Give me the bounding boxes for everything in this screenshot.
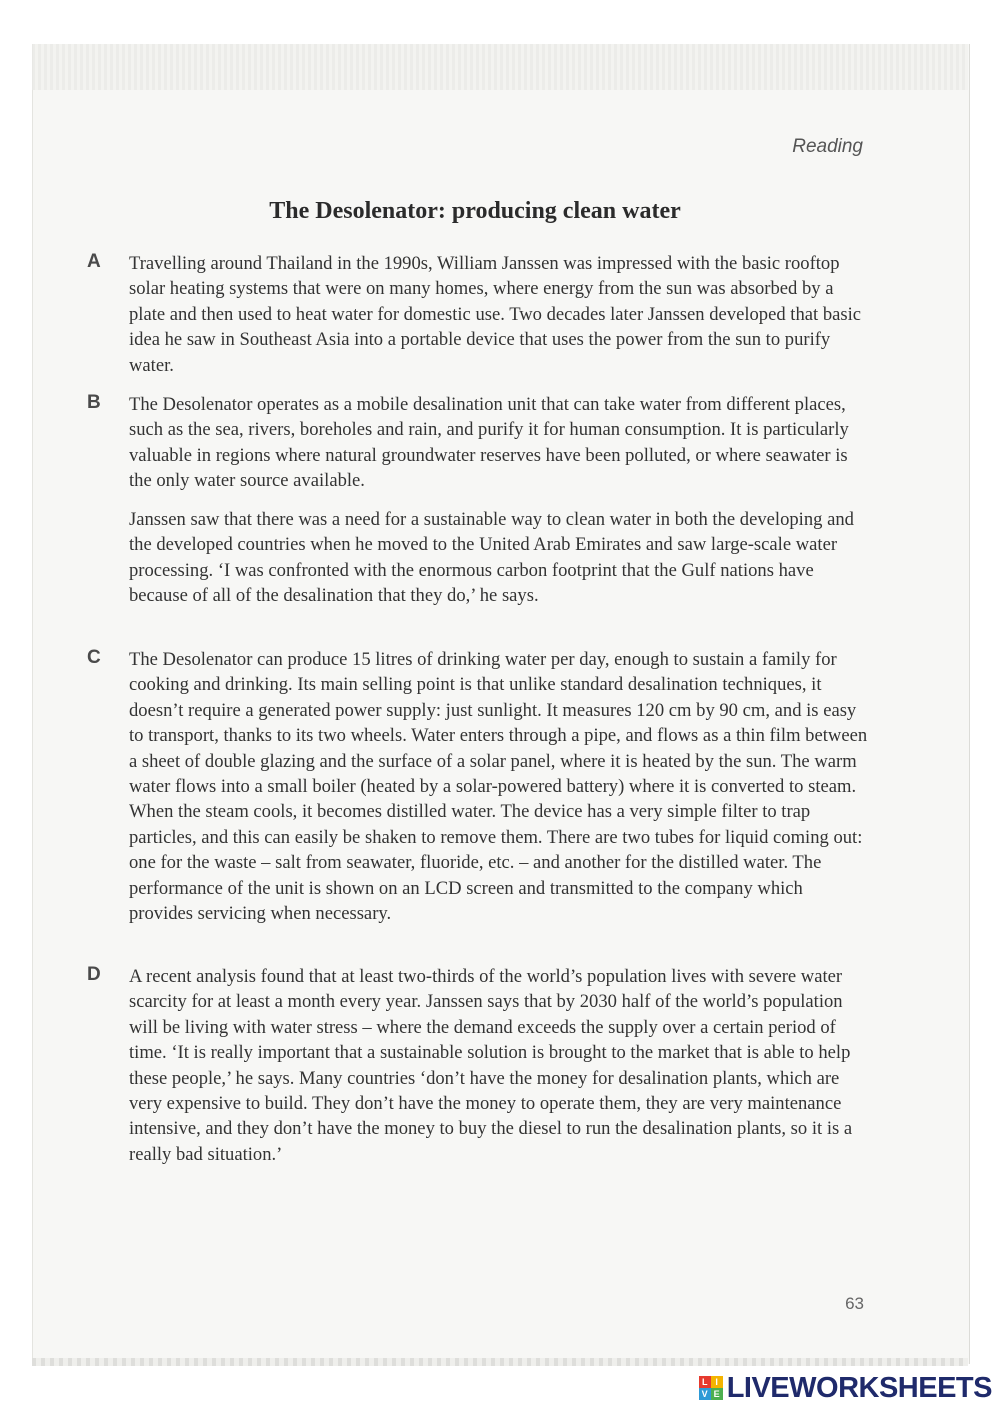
- brand-name: LIVEWORKSHEETS: [726, 1371, 992, 1404]
- paragraph-letter-b: B: [87, 392, 101, 413]
- page-number: 63: [845, 1294, 864, 1313]
- section-label: Reading: [792, 136, 863, 157]
- paragraph-letter-a: A: [87, 251, 101, 272]
- paragraph-d: A recent analysis found that at least two-thirds of the world’s population lives with severe water scarcity for at least a month every year. Janssen says that by 2030 half of the world’s population will be living with water stress – where the demand exceeds the supply over a certain period of time. ‘It is really important that a sustainable solution is brought to the market that is able to help these people,’ he says. Many countries ‘don’t have the money for desalination plants, which are very expensive to build. They don’t have the money to operate them, they are very maintenance intensive, and they don’t have the money to buy the diesel to run the desalination plants, so it is a really bad situation.’: [129, 966, 853, 1165]
- scan-edge-top: [32, 44, 968, 90]
- liveworksheets-logo-icon: L I V E: [699, 1376, 723, 1400]
- paragraph-letter-c: C: [87, 647, 101, 668]
- article-title: The Desolenator: producing clean water: [269, 198, 681, 224]
- paragraph-letter-d: D: [87, 964, 101, 985]
- liveworksheets-brand[interactable]: [699, 1373, 992, 1403]
- paragraph-a: Travelling around Thailand in the 1990s, William Janssen was impressed with the basic rooftop solar heating systems that were on many homes, where energy from the sun was absorbed by a plate and then used to heat water for domestic use. Two decades later Janssen developed that basic idea he saw in Southeast Asia into a portable device that uses the power from the sun to purify water.: [129, 253, 862, 376]
- scan-edge-bottom: [32, 1358, 968, 1366]
- paragraph-b: The Desolenator operates as a mobile desalination unit that can take water from different places, such as the sea, rivers, boreholes and rain, and purify it for human consumption. It is particularly valuable in regions where natural groundwater reserves have been polluted, or where seawater is the only water source available.: [129, 394, 849, 492]
- paragraph-b-continued: Janssen saw that there was a need for a sustainable way to clean water in both the developing and the developed countries when he moved to the United Arab Emirates and saw large-scale water processing. ‘I was confronted with the enormous carbon footprint that the Gulf nations have because of all of the desalination that they do,’ he says.: [129, 509, 854, 607]
- paragraph-c: The Desolenator can produce 15 litres of drinking water per day, enough to sustain a family for cooking and drinking. Its main selling point is that unlike standard desalination techniques, it doesn’t require a generated power supply: just sunlight. It measures 120 cm by 90 cm, and is easy to transport, thanks to its two wheels. Water enters through a pipe, and flows as a thin film between a sheet of double glazing and the surface of a solar panel, where it is heated by the sun. The warm water flows into a small boiler (heated by a solar-powered battery) where it is converted to steam. When the steam cools, it becomes distilled water. The device has a very simple filter to trap particles, and this can easily be shaken to remove them. There are two tubes for liquid coming out: one for the waste – salt from seawater, fluoride, etc. – and another for the distilled water. The performance of the unit is shown on an LCD screen and transmitted to the company which provides servicing when necessary.: [129, 649, 868, 925]
